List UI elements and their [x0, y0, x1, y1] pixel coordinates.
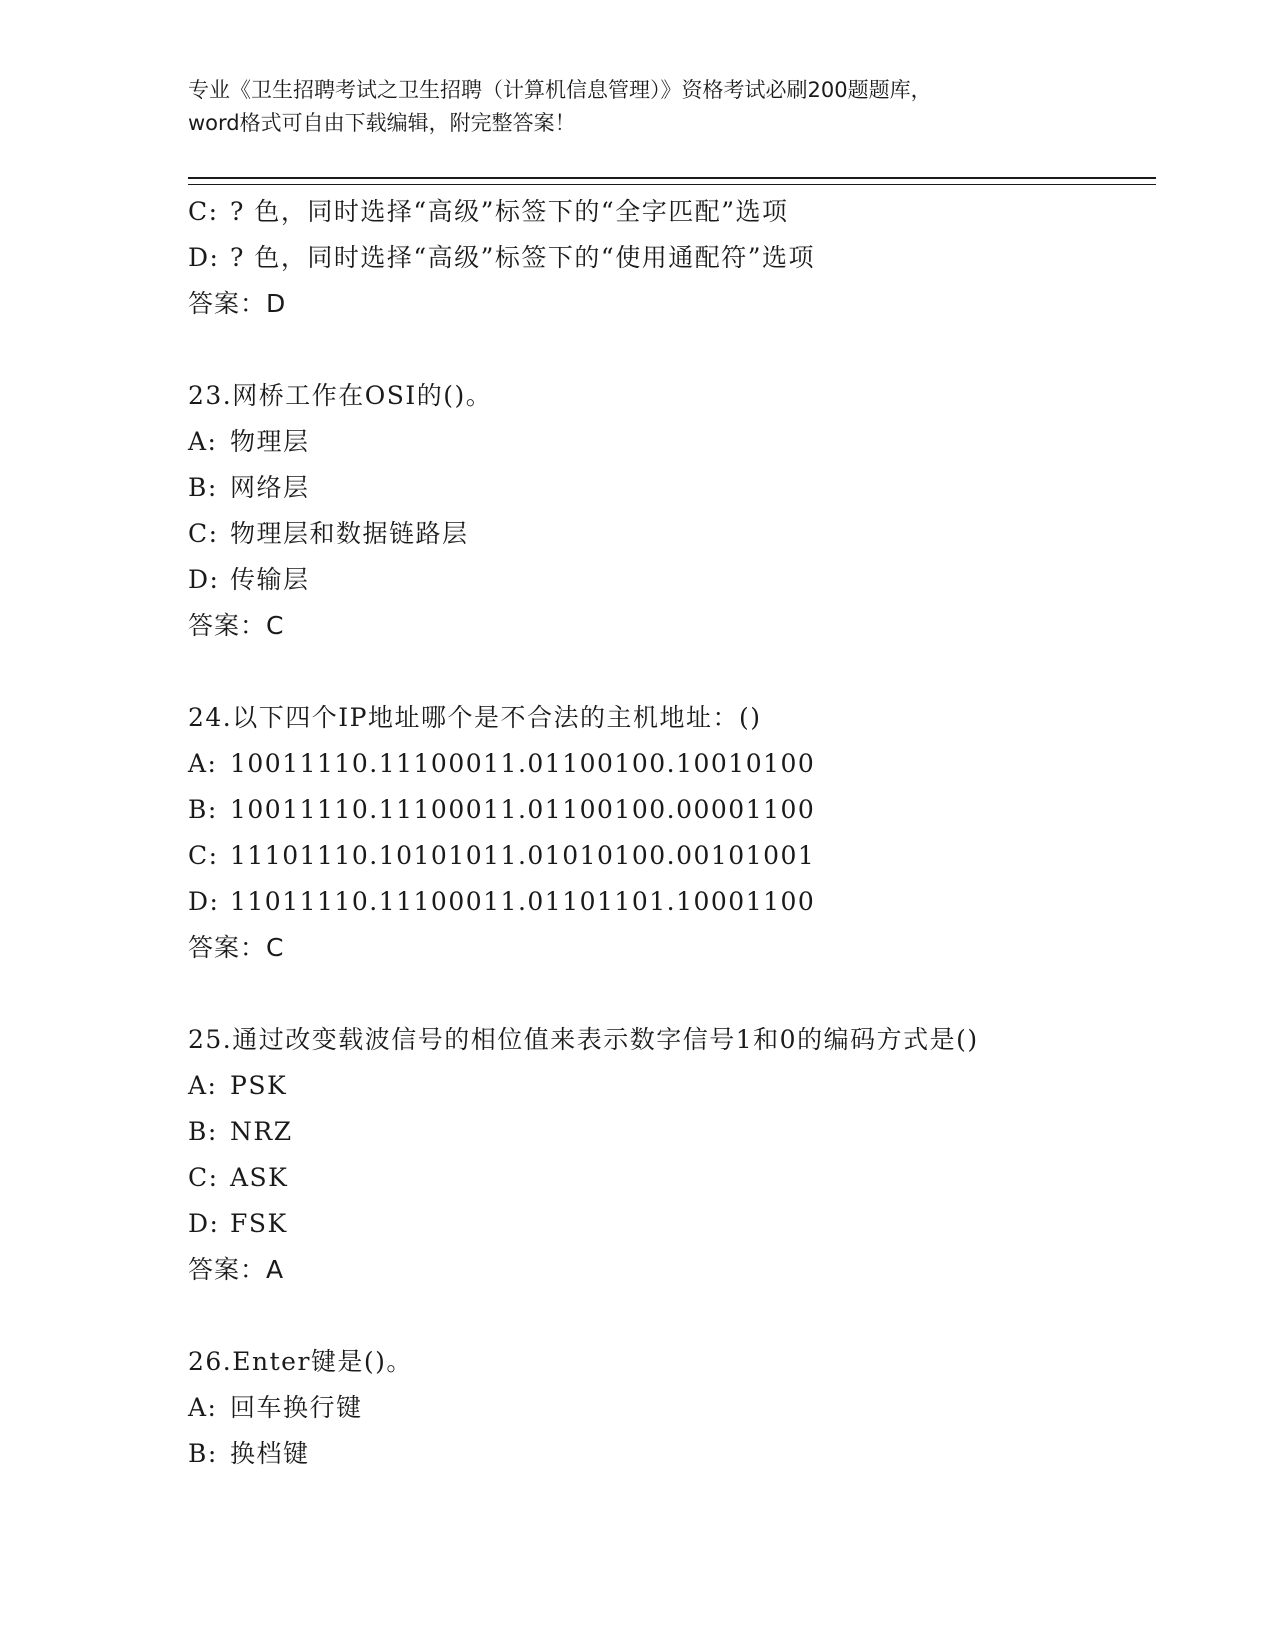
option-label: C: [188, 841, 219, 870]
option-label: C: [188, 519, 219, 548]
option-text: 回车换行键 [230, 1393, 363, 1422]
option-text: 11101110.10101011.01010100.00101001 [230, 841, 816, 870]
option-label: B: [188, 1439, 218, 1468]
question-26 [188, 1339, 1148, 1477]
option-text: NRZ [230, 1117, 293, 1146]
spacer [188, 971, 1148, 1017]
option-c [188, 189, 1148, 235]
header-line-2: word格式可自由下载编辑，附完整答案！ [188, 111, 576, 135]
header-divider-thick [188, 177, 1156, 179]
option-label: D: [188, 887, 220, 916]
option-b [188, 787, 1148, 833]
option-label: C: [188, 197, 219, 226]
question-stem: 24.以下四个IP地址哪个是不合法的主机地址：() [188, 703, 762, 732]
option-c [188, 511, 1148, 557]
spacer [188, 649, 1148, 695]
option-label: D: [188, 565, 220, 594]
header-line-1: 专业《卫生招聘考试之卫生招聘（计算机信息管理）》资格考试必刷200题题库， [188, 78, 932, 102]
document-header [188, 74, 1088, 140]
question-stem: 26.Enter键是()。 [188, 1347, 413, 1376]
option-a [188, 1385, 1148, 1431]
answer-line: 答案：C [188, 933, 285, 962]
option-d [188, 235, 1148, 281]
question-stem: 23.网桥工作在OSI的()。 [188, 381, 493, 410]
option-label: B: [188, 795, 218, 824]
question-stem: 25.通过改变载波信号的相位值来表示数字信号1和0的编码方式是() [188, 1025, 979, 1054]
option-label: A: [188, 1071, 218, 1100]
option-label: A: [188, 749, 218, 778]
option-label: B: [188, 473, 218, 502]
answer-line: 答案：A [188, 1255, 285, 1284]
option-b [188, 1109, 1148, 1155]
option-text: 11011110.11100011.01101101.10001100 [230, 887, 816, 916]
option-text: 网络层 [230, 473, 310, 502]
option-d [188, 557, 1148, 603]
spacer [188, 327, 1148, 373]
question-23 [188, 373, 1148, 649]
option-label: B: [188, 1117, 218, 1146]
option-label: A: [188, 1393, 218, 1422]
option-text: 10011110.11100011.01100100.00001100 [230, 795, 816, 824]
option-label: D: [188, 1209, 220, 1238]
option-d [188, 1201, 1148, 1247]
option-d [188, 879, 1148, 925]
option-text: FSK [230, 1209, 288, 1238]
option-c [188, 1155, 1148, 1201]
answer-line: 答案：C [188, 611, 285, 640]
option-a [188, 1063, 1148, 1109]
option-label: D: [188, 243, 220, 272]
header-divider-thin [188, 184, 1156, 185]
answer-line: 答案：D [188, 289, 287, 318]
option-b [188, 465, 1148, 511]
spacer [188, 1293, 1148, 1339]
option-text: ? 色，同时选择“高级”标签下的“使用通配符”选项 [230, 243, 815, 272]
option-a [188, 419, 1148, 465]
question-24 [188, 695, 1148, 971]
option-text: ? 色，同时选择“高级”标签下的“全字匹配”选项 [230, 197, 789, 226]
option-a [188, 741, 1148, 787]
continued-question [188, 189, 1148, 327]
option-label: C: [188, 1163, 219, 1192]
option-text: ASK [230, 1163, 289, 1192]
question-25 [188, 1017, 1148, 1293]
option-text: 换档键 [230, 1439, 310, 1468]
option-text: 传输层 [230, 565, 310, 594]
option-c [188, 833, 1148, 879]
option-text: PSK [230, 1071, 288, 1100]
option-b [188, 1431, 1148, 1477]
option-text: 10011110.11100011.01100100.10010100 [230, 749, 816, 778]
option-text: 物理层 [230, 427, 310, 456]
question-list [188, 189, 1148, 1477]
option-text: 物理层和数据链路层 [230, 519, 469, 548]
option-label: A: [188, 427, 218, 456]
